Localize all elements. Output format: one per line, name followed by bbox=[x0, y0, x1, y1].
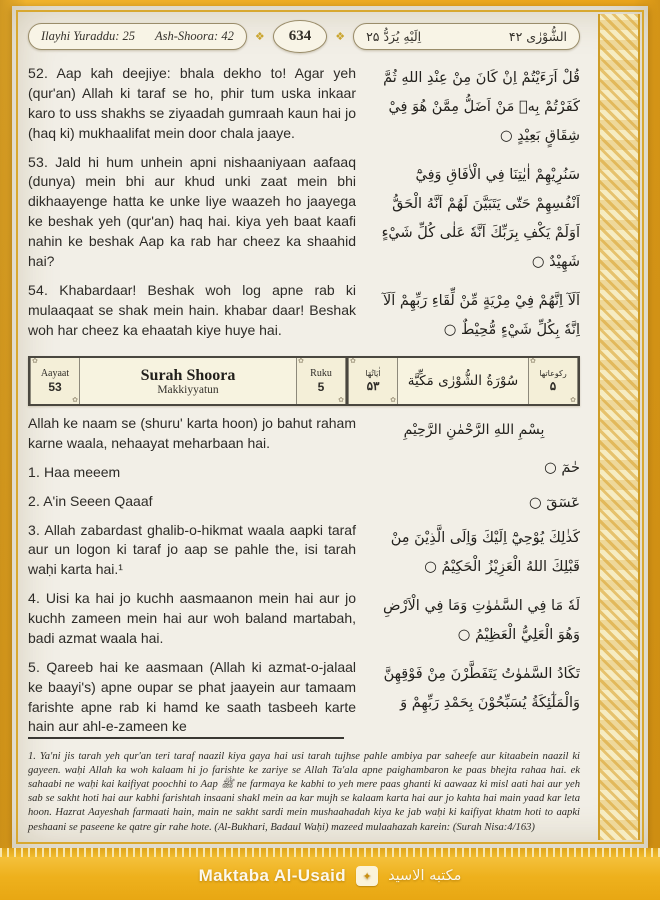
ruku-arabic-cartouche bbox=[528, 358, 578, 404]
verse-text: Khabardaar! Beshak woh log apne rab ki mulaaqaat se shak mein hain. khabar daar! Beshak woh har cheez ka ehaatah kiye huye hai. bbox=[28, 281, 357, 338]
verse-number: 3. bbox=[28, 521, 41, 538]
surah-subtitle: Makkiyyatun bbox=[157, 383, 219, 396]
translation-verse-5 bbox=[28, 658, 356, 736]
translation-verse-4 bbox=[28, 589, 356, 649]
publisher-brand bbox=[0, 866, 660, 886]
aayaat-cartouche bbox=[30, 358, 80, 404]
corner-flourish-icon: ✿ bbox=[570, 396, 576, 404]
page-content bbox=[28, 16, 580, 838]
ornament-icon: ❖ bbox=[254, 30, 265, 43]
verse-number: 1. bbox=[28, 463, 41, 480]
header-right-pill bbox=[353, 23, 580, 50]
translation-verse-52 bbox=[28, 64, 356, 144]
verse-number: 2. bbox=[28, 492, 41, 509]
logo-glyph-icon: ✦ bbox=[362, 870, 372, 883]
arabic-verse-53: سَنُرِيْهِمْ اٰيٰتِنَا فِي الْاٰفَاقِ وَفِيْٓ اَنْفُسِهِمْ حَتّٰى يَتَبَيَّنَ لَهُمْ اَنَّهُ الْحَقُّ اَوَلَمْ يَكْفِ بِرَبِّكَ اَنَّهٗ عَلٰى كُلِّ شَيْءٍ شَهِيْدٌ ○ bbox=[381, 167, 580, 270]
translation-verse-3 bbox=[28, 521, 356, 581]
ornamental-margin-strip bbox=[598, 14, 640, 840]
section-verses-1-5 bbox=[28, 414, 580, 736]
header-left-pill bbox=[28, 23, 247, 50]
translation-column bbox=[28, 64, 356, 354]
verse-text: Jald hi hum unhein apni nishaaniyaan aafaaq (dunya) mein bhi aur khud unki zaat mein bhi dikhaayenge hatta ke unke liye waazeh ho jaayega ke beshak yeh (qur'an) haq hai. kiya yeh baat kaafi nahin ke beshak Aap ka rab har cheez ka shaahid hai? bbox=[28, 153, 356, 269]
verse-text: Qareeb hai ke aasmaan (Allah ki azmat-o-jalaal ke baayi's) apne oupar se phat jaayein aur tamaam farishte apne rab ki hamd ke saath tasbeeh karte hain aur ahl-e-zameen ke bbox=[28, 658, 356, 735]
maktaba-logo-icon bbox=[356, 866, 378, 886]
aayaat-arabic-value: ۵۳ bbox=[366, 379, 380, 393]
verse-text: A'in Seeen Qaaaf bbox=[43, 492, 153, 509]
aayaat-arabic-cartouche bbox=[348, 358, 398, 404]
lace-ornament bbox=[0, 848, 660, 857]
ruku-label: Ruku bbox=[310, 368, 332, 379]
verse-text: Haa meeem bbox=[43, 463, 121, 480]
aayaat-arabic-label: اٰيَاتُهَا bbox=[365, 369, 381, 378]
arabic-verse-5: تَكَادُ السَّمٰوٰتُ يَتَفَطَّرْنَ مِنْ فَوْقِهِنَّ وَالْمَلٰٓئِكَةُ يُسَبِّحُوْنَ بِحَمْدِ رَبِّهِمْ وَ bbox=[383, 666, 580, 711]
verse-text: Aap kah deejiye: bhala dekho to! Agar yeh (qur'an) Allah ki taraf se ho, phir tum uska inkaar karo to uss shakhs se ziyaadah gumraah kaun hai jo (haq ki) mukhaalifat mein door chala jaaye. bbox=[28, 65, 356, 141]
arabic-column bbox=[368, 414, 580, 736]
ornament-icon: ❖ bbox=[335, 30, 346, 43]
surah-title: Surah Shoora bbox=[140, 366, 236, 384]
surah-title-arabic: سُوْرَةُ الشُّوْرٰى مَكِّيَّة bbox=[407, 373, 519, 389]
corner-flourish-icon: ✿ bbox=[350, 358, 356, 365]
bismillah-arabic: بِسْمِ اللهِ الرَّحْمٰنِ الرَّحِيْمِ bbox=[403, 422, 545, 438]
ruku-arabic-label: رکوعاتها bbox=[539, 369, 567, 378]
verse-number: 5. bbox=[28, 658, 41, 675]
ruku-arabic-value: ۵ bbox=[549, 379, 557, 393]
page-number-badge bbox=[273, 20, 328, 53]
aayaat-value: 53 bbox=[48, 380, 62, 394]
surah-band-arabic bbox=[348, 358, 578, 404]
verse-number: 52. bbox=[28, 65, 49, 81]
footnote-divider bbox=[28, 737, 344, 739]
arabic-verse-54: اَلَآ اِنَّهُمْ فِيْ مِرْيَةٍ مِّنْ لِّقَاءِ رَبِّهِمْ اَلَآ اِنَّهٗ بِكُلِّ شَيْءٍ مُّحِيْطٌ ○ bbox=[382, 293, 580, 338]
arabic-column bbox=[368, 64, 580, 354]
ruku-value: 5 bbox=[317, 380, 325, 394]
corner-flourish-icon: ✿ bbox=[390, 396, 396, 404]
header-ref-right-arabic: اِلَيْهِ يُرَدُّ ۲۵ bbox=[366, 28, 422, 44]
corner-flourish-icon: ✿ bbox=[72, 396, 78, 404]
footnote-text: 1. Ya'ni jis tarah yeh qur'an teri taraf naazil kiya gaya hai usi tarah tujhse pahle ambiya par saheefe aur kitaabein naazil ki gayeen. waḥi Allah ka woh kalaam hi jo farishte ke zariye se Allah Ta'ala apne paighambaron ke paas bhejta rahaa hai. ek sahaabi ne waḥi kai kaifiyat poochhi to Aap ﷺ ne farmaya ke kabhi to yeh mere paas ghanti ki aawaaz ki misl aati hai aur yeh sab se sakht hoti hai aur kabhi farishtah insaani shakl mein aa kar mujh se kalaam karta hai aur jo kahta hai main yaad kar leta hoon. Hazrat Aayeshah farmaati hain, main ne sakht sardi mein mushaahadah kiya ke jab waḥi ki kaifiyat khatm hoti to aapki peshaani se paseene ke qatre gir rahe hote. (Al-Bukhari, Badaul Waḥi) mazeed mulaahazah karein: (Surah Nisa:4/163) bbox=[28, 750, 580, 833]
surah-title-block bbox=[80, 358, 296, 404]
bismillah-translation: Allah ke naam se (shuru' karta hoon) jo bahut raham karne waala, nehaayat meharbaan hai. bbox=[28, 415, 356, 451]
translation-verse-53 bbox=[28, 153, 356, 272]
header-surah-right-arabic: الشُّوْرٰى ۴۲ bbox=[508, 28, 567, 44]
section-verses-52-54 bbox=[28, 64, 580, 354]
corner-flourish-icon: ✿ bbox=[338, 396, 344, 404]
header-surah-left: Ash-Shoora: 42 bbox=[155, 28, 234, 43]
page-header bbox=[28, 16, 580, 56]
verse-text: Allah zabardast ghalib-o-hikmat waala aapki taraf aur un logon ki taraf jo aap se pahle the, isi tarah waḥi karta hai.¹ bbox=[28, 521, 356, 578]
verse-number: 53. bbox=[28, 153, 49, 170]
surah-band-latin bbox=[30, 358, 348, 404]
page-number: 634 bbox=[288, 27, 312, 44]
aayaat-label: Aayaat bbox=[40, 368, 70, 379]
corner-flourish-icon: ✿ bbox=[530, 358, 536, 365]
surah-title-band bbox=[28, 356, 580, 406]
translation-verse-1 bbox=[28, 463, 356, 483]
ruku-cartouche bbox=[296, 358, 346, 404]
publisher-name-arabic: مكتبه الاسيد bbox=[388, 868, 462, 884]
translation-column bbox=[28, 414, 356, 736]
publisher-name-latin: Maktaba Al-Usaid bbox=[198, 866, 347, 885]
arabic-verse-2: عٓسٓقٓ ○ bbox=[529, 495, 580, 511]
translation-verse-54 bbox=[28, 281, 356, 341]
corner-flourish-icon: ✿ bbox=[32, 358, 38, 365]
arabic-verse-1: حٰمٓ ○ bbox=[544, 460, 580, 476]
arabic-verse-3: كَذٰلِكَ يُوْحِيْٓ اِلَيْكَ وَاِلَى الَّذِيْنَ مِنْ قَبْلِكَ اللهُ الْعَزِيْزُ الْحَكِيْمُ ○ bbox=[390, 530, 580, 575]
arabic-verse-4: لَهٗ مَا فِي السَّمٰوٰتِ وَمَا فِي الْاَرْضِ وَهُوَ الْعَلِيُّ الْعَظِيْمُ ○ bbox=[383, 598, 580, 643]
publisher-footer bbox=[0, 848, 660, 900]
page-sheet bbox=[12, 6, 648, 848]
verse-number: 54. bbox=[28, 281, 49, 298]
corner-flourish-icon: ✿ bbox=[298, 358, 304, 365]
verse-number: 4. bbox=[28, 590, 41, 607]
translation-verse-2 bbox=[28, 492, 356, 512]
header-ref-left: Ilayhi Yuraddu: 25 bbox=[41, 28, 135, 43]
verse-text: Uisi ka hai jo kuchh aasmaanon mein hai aur jo kuchh zameen mein hai aur woh baland martabah, badi azmat waala hai. bbox=[28, 590, 357, 646]
footnote-block bbox=[28, 737, 580, 835]
arabic-verse-52: قُلْ اَرَءَيْتُمْ اِنْ كَانَ مِنْ عِنْدِ اللهِ ثُمَّ كَفَرْتُمْ بِهٖ مَنْ اَضَلُّ مِمَّنْ هُوَ فِيْ شِقَاقٍ بَعِيْدٍ ○ bbox=[383, 70, 580, 144]
